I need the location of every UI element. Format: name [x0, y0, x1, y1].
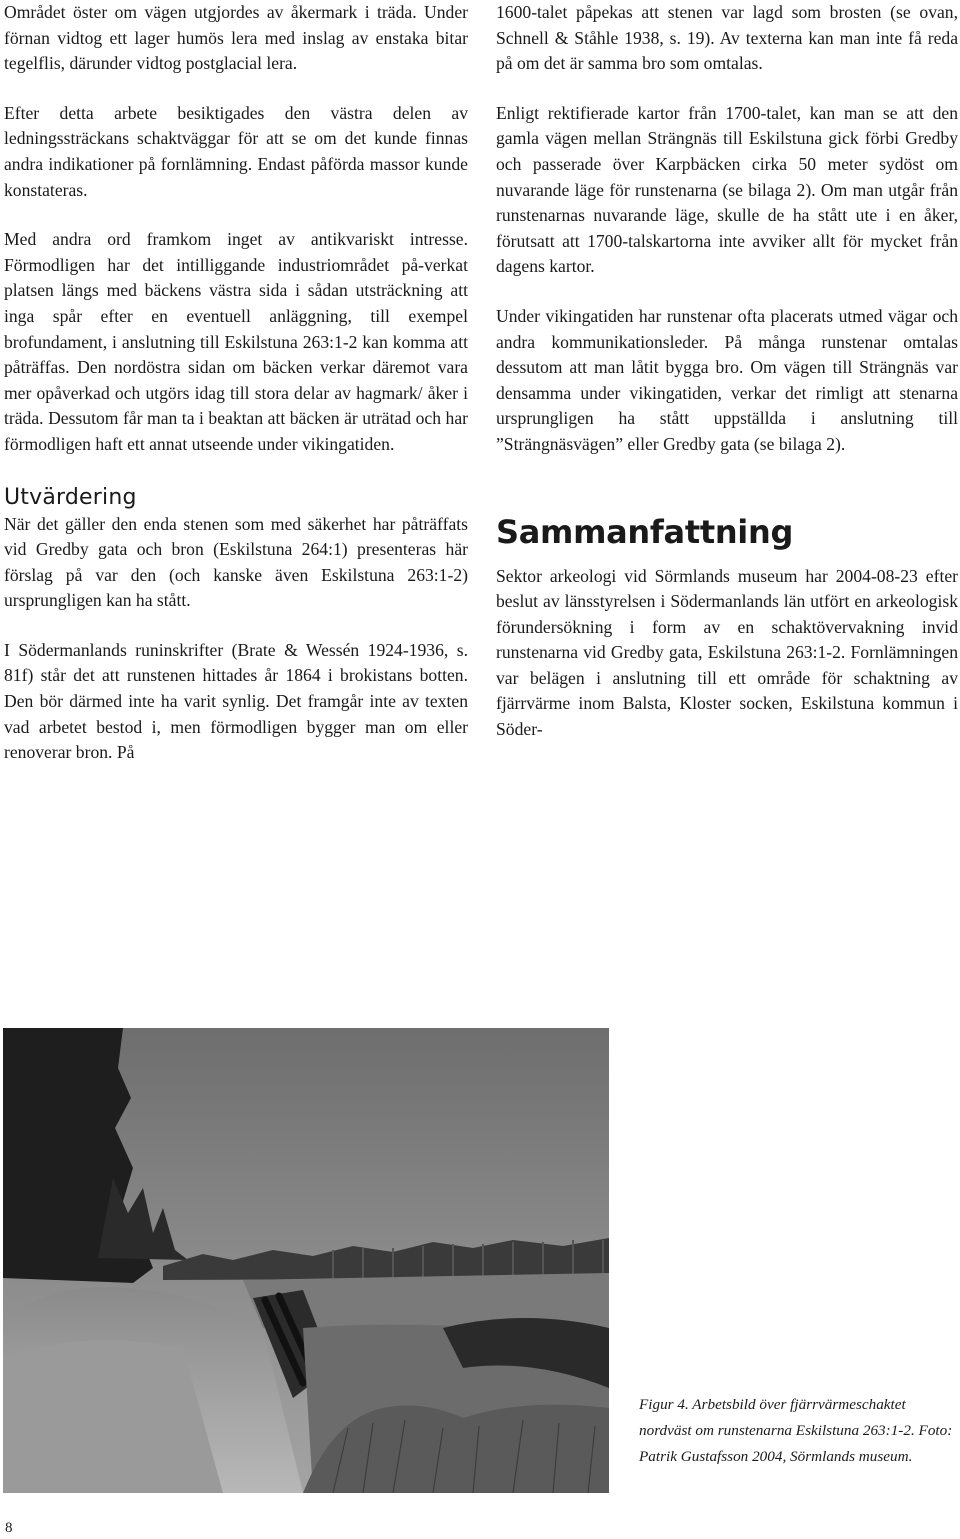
- paragraph-inspection: Efter detta arbete besiktigades den västra delen av ledningssträckans schaktväggar för att se om det kunde finnas andra indikationer på fornlämning. Endast påförda massor kunde konstateras.: [4, 102, 468, 200]
- right-column: [496, 0, 958, 743]
- left-column: [4, 0, 468, 766]
- paragraph-summary: Sektor arkeologi vid Sörmlands museum har 2004-08-23 efter beslut av länsstyrelsen i Södermanlands län utfört en arkeologisk förundersökning i form av en schaktövervakning invid runstenarna vid Gredby gata, Eskilstuna 263:1-2. Fornlämningen var belägen i anslutning till ett område för schaktning av fjärrvärme inom Balsta, Kloster socken, Eskilstuna kommun i Söder-: [496, 565, 958, 740]
- section-heading-utvardering: Utvärdering: [4, 484, 137, 510]
- paragraph-no-findings: Med andra ord framkom inget av antikvariskt intresse. Förmodligen har det intilliggande industriområdet på-verkat platsen längs med bäckens västra sida i sådan utsträckning att inga spår efter en eventuell anläggning, till exempel brofundament, i anslutning till Eskilstuna 263:1-2 kan komma att påträffas. Den nordöstra sidan om bäcken verkar däremot vara mer opåverkad och utgörs idag till stora delar av hagmark/ åker i träda. Dessutom får man ta i beaktan att bäcken är uträtad och har förmodligen haft ett annat utseende under vikingatiden.: [4, 229, 468, 454]
- section-heading-sammanfattning: Sammanfattning: [496, 512, 794, 551]
- page-number: 8: [5, 1520, 13, 1536]
- paragraph-viking-age: Under vikingatiden har runstenar ofta placerats utmed vägar och andra kommunikationsleder. På många runstenar omtalas dessutom att man låtit bygga bro. Om vägen till Strängnäs var densamma under vikingatiden, verkar det rimligt att stenarna ursprungligen ha stått uppställda i anslutning till ”Strängnäsvägen” eller Gredby gata (se bilaga 2).: [496, 305, 958, 454]
- paragraph-runic-inscriptions: I Södermanlands runinskrifter (Brate & Wessén 1924-1936, s. 81f) står det att runstenen hittades år 1864 i brokistans botten. Den bör därmed inte ha varit synlig. Det framgår inte av texten vad arbetet bestod i, men förmodligen bygger man om eller renoverar bron. På: [4, 639, 468, 763]
- paragraph-maps: Enligt rektifierade kartor från 1700-talet, kan man se att den gamla vägen mellan Strängnäs till Eskilstuna gick förbi Gredby och passerade över Karpbäcken cirka 50 meter sydöst om nuvarande läge för runstenarna (se bilaga 2). Om man utgår från runstenarnas nuvarande läge, skulle de ha stått ute i en åker, förutsatt att 1700-talskartorna inte avviker allt för mycket från dagens kartor.: [496, 102, 958, 277]
- figure-photo: [3, 1028, 609, 1493]
- paragraph-bridge-stone: 1600-talet påpekas att stenen var lagd som brosten (se ovan, Schnell & Ståhle 1938, s. 19). Av texterna kan man inte få reda på om det är samma bro som omtalas.: [496, 2, 958, 74]
- paragraph-field-description: Området öster om vägen utgjordes av åkermark i träda. Under förnan vidtog ett lager humös lera med inslag av enstaka bitar tegelflis, därunder vidtog postglacial lera.: [4, 2, 468, 74]
- paragraph-evaluation: När det gäller den enda stenen som med säkerhet har påträffats vid Gredby gata och bron (Eskilstuna 264:1) presenteras här förslag på var den (och kanske även Eskilstuna 263:1-2) ursprungligen kan ha stått.: [4, 513, 468, 611]
- figure-caption: Figur 4. Arbetsbild över fjärrvärmeschaktet nordväst om runstenarna Eskilstuna 263:1-2. Foto: Patrik Gustafsson 2004, Sörmlands museum.: [639, 1396, 953, 1465]
